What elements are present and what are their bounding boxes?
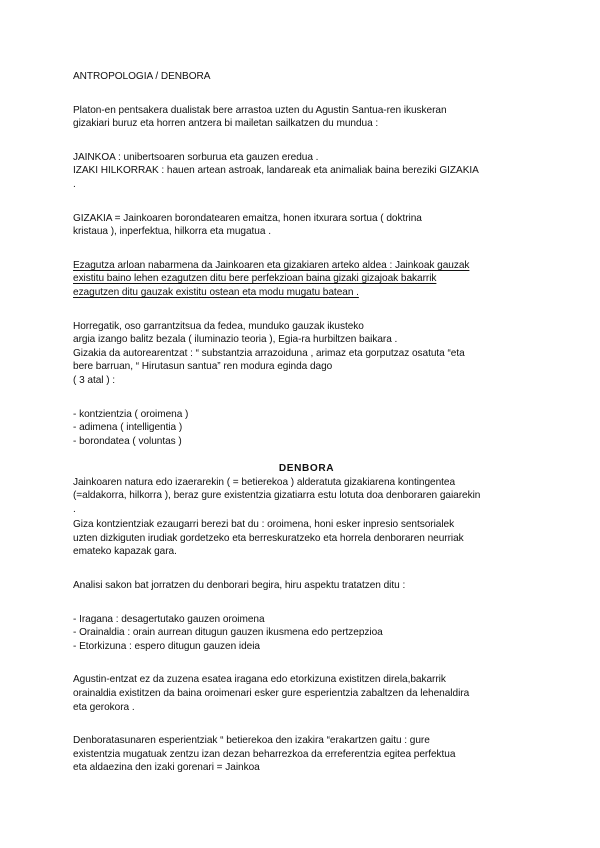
text-line: kristaua ), inperfektua, hilkorra eta mugatua . <box>73 226 271 238</box>
text-line: uzten dizkiguten irudiak gordetzeko eta berreskuratzeko eta horrela denboraren neurriak <box>73 532 464 544</box>
text-line: Agustin-entzat ez da zuzena esatea iragana edo etorkizuna existitzen direla,bakarrik <box>73 674 446 686</box>
text-line: ( 3 atal ) : <box>73 374 116 386</box>
text-line: bere barruan, “ Hirutasun santua” ren modura eginda dago <box>73 361 333 373</box>
list-aspektuak <box>73 613 540 654</box>
paragraph-agustin <box>73 673 540 714</box>
text-line: eta gerokora . <box>73 701 135 713</box>
paragraph-denboratasuna <box>73 734 540 775</box>
list-item: - kontzientzia ( oroimena ) <box>73 408 189 420</box>
list-item: - borondatea ( voluntas ) <box>73 435 182 447</box>
text-line: Platon-en pentsakera dualistak bere arrastoa uzten du Agustin Santua-ren ikuskeran <box>73 104 447 116</box>
text-line: existentzia mugatuak zentzu izan dezan beharrezkoa da erreferentzia egitea perfektua <box>73 748 456 760</box>
paragraph-jainkoa <box>73 151 540 192</box>
text-line <box>73 259 540 273</box>
underlined-text: ezagutzen ditu gauzak existitu ostean eta modu mugatu batean . <box>73 286 359 298</box>
section-heading: DENBORA <box>278 463 335 475</box>
text-line: Horregatik, oso garrantzitsua da fedea, munduko gauzak ikusteko <box>73 320 364 332</box>
text-line: gizakiari buruz eta horren antzera bi mailetan sailkatzen du mundua : <box>73 118 379 130</box>
text-line: Gizakia da autorearentzat : “ substantzia arrazoiduna , arimaz eta gorputzaz osatuta “eta <box>73 347 465 359</box>
text-line: IZAKI HILKORRAK : hauen artean astroak, landareak eta animaliak baina bereziki GIZAKIA <box>73 165 479 177</box>
list-item: - Iragana : desagertutako gauzen oroimena <box>73 613 265 625</box>
text-line: eta aldaezina den izaki gorenari = Jainkoa <box>73 762 260 774</box>
text-line: Jainkoaren natura edo izaerarekin ( = betierekoa ) alderatuta gizakiarena kontingentea <box>73 476 456 488</box>
list-item: - Etorkizuna : espero ditugun gauzen ideia <box>73 640 261 652</box>
text-line: argia izango balitz bezala ( iluminazio teoria ), Egia-ra hurbiltzen baikara . <box>73 334 398 346</box>
text-line: JAINKOA : unibertsoaren sorburua eta gauzen eredua . <box>73 151 319 163</box>
text-line: emateko kapazak gara. <box>73 546 177 558</box>
page-title: ANTROPOLOGIA / DENBORA <box>73 71 211 82</box>
text-line: (=aldakorra, hilkorra ), beraz gure existentzia gizatiarra estu lotuta doa denboraren gaiarekin <box>73 490 481 502</box>
paragraph-analisi <box>73 579 540 593</box>
paragraph-gizakia <box>73 212 540 239</box>
text-line: . <box>73 504 76 516</box>
text-line: Denboratasunaren esperientziak “ betierekoa den izakira “erakartzen gaitu : gure <box>73 735 430 747</box>
paragraph-natura <box>73 476 540 517</box>
paragraph-giza <box>73 518 540 559</box>
list-item: - Orainaldia : orain aurrean ditugun gauzen ikusmena edo pertzepzioa <box>73 627 383 639</box>
paragraph-ezagutza <box>73 259 540 300</box>
text-line <box>73 272 540 286</box>
text-line: orainaldia existitzen da baina oroimenari esker gure esperientzia zabaltzen da lehenaldira <box>73 687 470 699</box>
text-line <box>73 286 540 300</box>
text-line: . <box>73 178 76 190</box>
paragraph-horregatik <box>73 320 540 388</box>
paragraph-intro <box>73 104 540 131</box>
text-line: GIZAKIA = Jainkoaren borondatearen emaitza, honen itxurara sortua ( doktrina <box>73 212 422 224</box>
underlined-text: existitu baino lehen ezagutzen ditu bere perfekzioan baina gizaki gizajoak bakarrik <box>73 273 437 285</box>
list-atalak <box>73 408 540 449</box>
text-line: Analisi sakon bat jorratzen du denborari begira, hiru aspektu tratatzen ditu : <box>73 579 406 591</box>
text-line: Giza kontzientziak ezaugarri berezi bat du : oroimena, honi esker inpresio sentsorialek <box>73 519 455 531</box>
underlined-text: Ezagutza arloan nabarmena da Jainkoaren eta gizakiaren arteko aldea : Jainkoak gauzak <box>73 259 470 271</box>
list-item: - adimena ( intelligentia ) <box>73 422 183 434</box>
